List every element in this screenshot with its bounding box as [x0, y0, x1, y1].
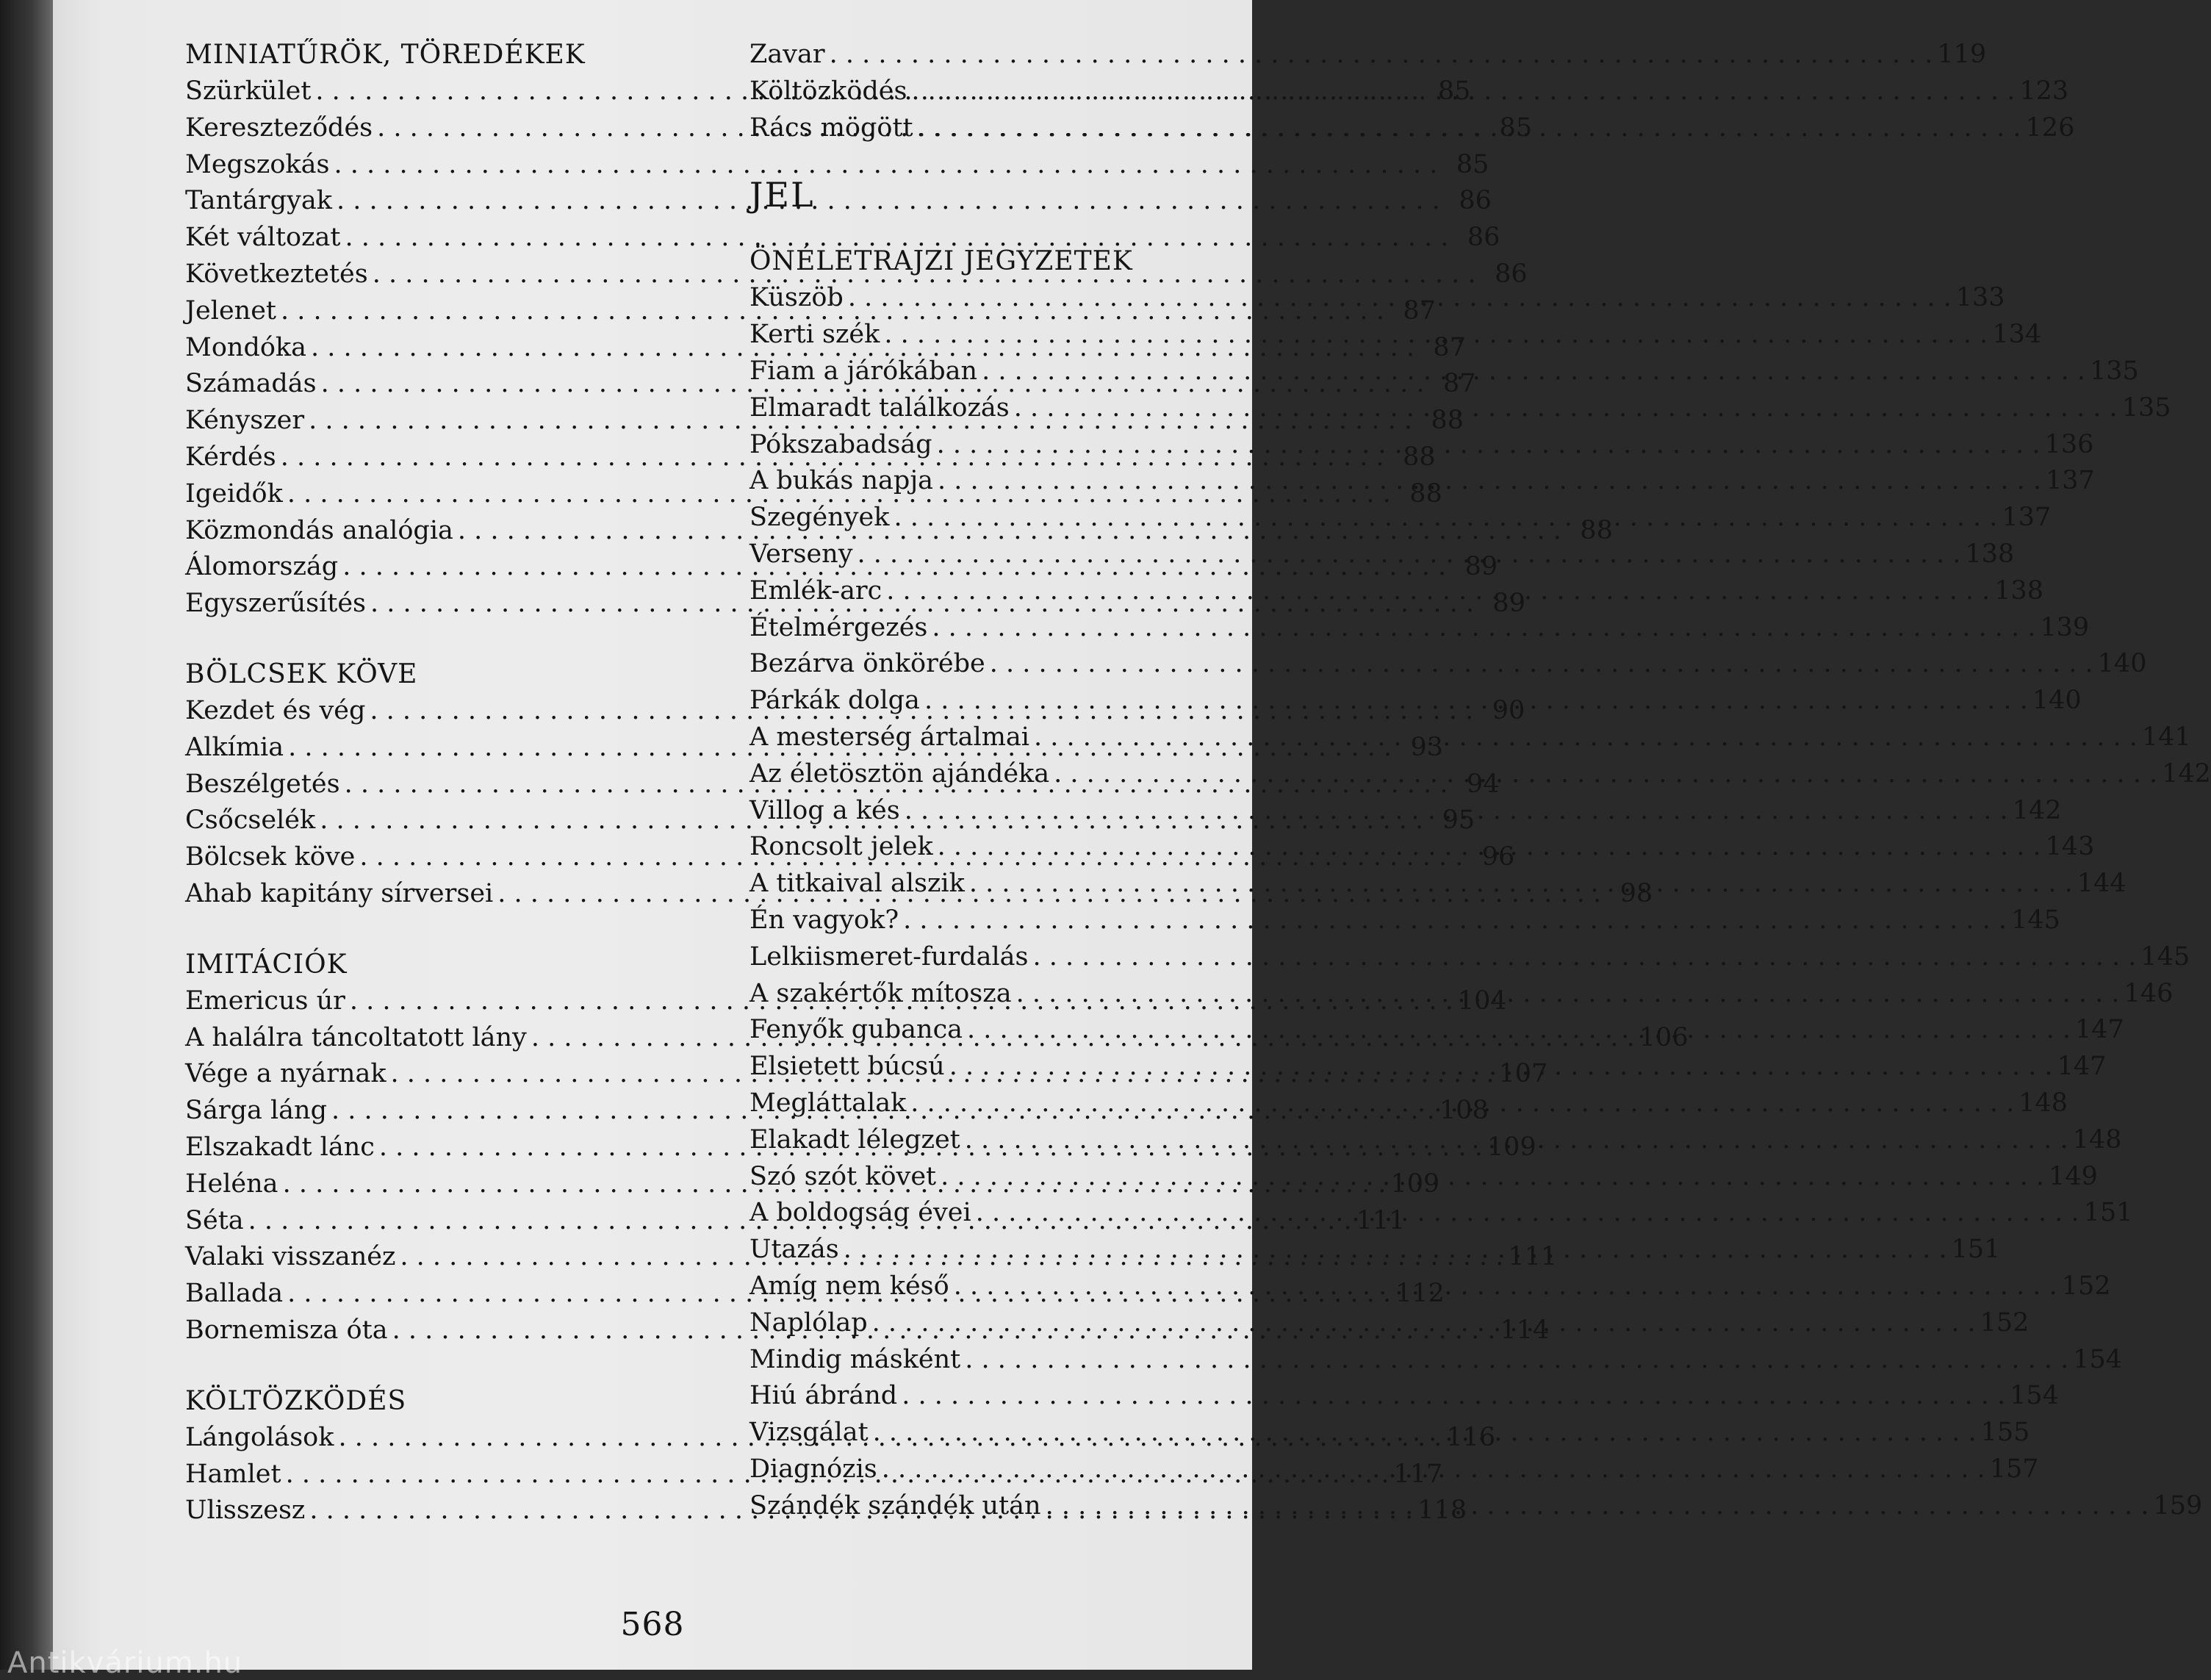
leader-dots [965, 1122, 2068, 1159]
leader-dots [872, 1305, 1976, 1342]
watermark-text: Antikvárium.hu [7, 1646, 243, 1680]
entry-title: Kényszer [185, 406, 305, 436]
entry-page-number: 137 [2046, 466, 2095, 496]
leader-dots [882, 1451, 1985, 1488]
entry-page-number: 88 [1431, 406, 1464, 436]
entry-page-number: 118 [1417, 1496, 1467, 1526]
entry-page-number: 159 [2153, 1490, 2203, 1521]
entry-page-number: 126 [2025, 112, 2075, 143]
leader-dots [965, 1342, 2068, 1379]
entry-title: Szegények [749, 503, 890, 533]
leader-dots [902, 1378, 2005, 1415]
leader-dots [937, 427, 2041, 464]
toc-entry [185, 220, 1500, 256]
entry-page-number: 106 [1639, 1022, 1689, 1052]
entry-page-number: 152 [2061, 1271, 2111, 1301]
leader-dots [938, 829, 2041, 866]
toc-entry [749, 1342, 2123, 1379]
leader-dots [1032, 939, 2136, 976]
entry-title: Séta [185, 1205, 244, 1235]
entry-title: Alkímia [185, 732, 284, 762]
entry-page-number: 87 [1442, 369, 1476, 399]
entry-title: Rács mögött [749, 112, 913, 143]
leader-dots [954, 1268, 2057, 1305]
entry-title: Lángolások [185, 1422, 334, 1452]
entry-title: Megszokás [185, 149, 330, 179]
entry-page-number: 145 [2011, 905, 2060, 935]
entry-title: Ahab kapitány sírversei [185, 878, 494, 908]
entry-title: Jelenet [185, 295, 276, 326]
leader-dots [924, 683, 2028, 719]
entry-title: Diagnózis [749, 1454, 877, 1484]
entry-page-number: 139 [2040, 612, 2090, 642]
leader-dots [1016, 976, 2120, 1013]
toc-entry [749, 37, 1987, 73]
entry-title: Bölcsek köve [185, 842, 356, 872]
entry-title: Párkák dolga [749, 686, 920, 716]
leader-dots [886, 573, 1990, 610]
entry-title: Elmaradt találkozás [749, 392, 1010, 423]
entry-page-number: 152 [1980, 1307, 2030, 1338]
entry-page-number: 95 [1442, 805, 1475, 836]
leader-dots [1046, 1488, 2149, 1525]
leader-dots [1034, 719, 2138, 756]
entry-title: Roncsolt jelek [749, 832, 933, 862]
entry-page-number: 114 [1500, 1315, 1550, 1345]
entry-title: Hamlet [185, 1459, 281, 1489]
leader-dots [903, 902, 2007, 939]
entry-title: Igeidők [185, 478, 283, 509]
entry-page-number: 86 [1467, 223, 1500, 253]
leader-dots [941, 1159, 2044, 1196]
section-title: ÖNÉLETRAJZI JEGYZETEK [749, 246, 1133, 277]
leader-dots [969, 866, 2073, 902]
entry-page-number: 117 [1393, 1459, 1443, 1489]
entry-title: A boldogság évei [749, 1198, 971, 1228]
leader-dots [873, 1415, 1977, 1451]
entry-page-number: 107 [1498, 1059, 1548, 1089]
entry-page-number: 87 [1433, 332, 1466, 362]
entry-title: Hiú ábránd [749, 1381, 898, 1411]
leader-dots [905, 793, 2008, 830]
entry-title: Számadás [185, 369, 317, 399]
leader-dots [990, 646, 2093, 683]
page-number: 568 [620, 1606, 685, 1643]
entry-page-number: 145 [2140, 941, 2190, 972]
entry-page-number: 136 [2044, 429, 2094, 459]
leader-dots [932, 610, 2035, 647]
entry-page-number: 111 [1508, 1242, 1558, 1272]
entry-page-number: 149 [2049, 1161, 2098, 1191]
entry-page-number: 85 [1437, 76, 1471, 106]
entry-page-number: 146 [2124, 978, 2174, 1008]
leader-dots [911, 73, 2015, 110]
entry-title: Naplólap [749, 1307, 868, 1338]
entry-page-number: 85 [1456, 149, 1489, 179]
entry-title: Küszöb [749, 283, 844, 313]
section-title: BÖLCSEK KÖVE [185, 658, 418, 689]
leader-dots [976, 1195, 2079, 1232]
entry-page-number: 140 [2032, 686, 2082, 716]
entry-page-number: 148 [2072, 1124, 2122, 1155]
entry-page-number: 116 [1446, 1422, 1496, 1452]
entry-title: Két változat [185, 223, 341, 253]
entry-title: Kerti szék [749, 320, 880, 350]
book-spine-shadow [0, 0, 53, 1670]
entry-title: Fiam a járókában [749, 356, 978, 386]
entry-page-number: 98 [1619, 878, 1653, 908]
entry-page-number: 147 [2057, 1052, 2107, 1082]
entry-page-number: 154 [2010, 1381, 2059, 1411]
entry-title: Elsietett búcsú [749, 1052, 945, 1082]
entry-page-number: 154 [2073, 1344, 2123, 1374]
entry-page-number: 119 [1937, 40, 1987, 69]
entry-title: Ballada [185, 1279, 284, 1309]
entry-title: A bukás napja [749, 466, 934, 496]
section-title: IMITÁCIÓK [185, 949, 348, 980]
entry-page-number: 88 [1403, 442, 1436, 472]
entry-title: Ételmérgezés [749, 612, 928, 642]
toc-entry [749, 902, 2060, 939]
entry-title: Zavar [749, 40, 825, 69]
entry-title: Sárga láng [185, 1096, 327, 1126]
leader-dots [830, 37, 1933, 73]
entry-page-number: 151 [1951, 1235, 2001, 1265]
entry-title: Vége a nyárnak [185, 1059, 387, 1089]
leader-dots [1014, 390, 2118, 427]
entry-page-number: 89 [1464, 552, 1498, 582]
entry-page-number: 134 [1992, 320, 2042, 350]
entry-page-number: 155 [1980, 1418, 2030, 1448]
entry-title: Utazás [749, 1235, 839, 1265]
toc-entry [749, 646, 2147, 683]
entry-title: Villog a kés [749, 795, 900, 825]
entry-page-number: 111 [1356, 1205, 1406, 1235]
entry-title: Valaki visszanéz [185, 1242, 396, 1272]
entry-title: Fenyők gubanca [749, 1015, 963, 1045]
section-title: MINIATŰRÖK, TÖREDÉKEK [185, 40, 586, 70]
entry-page-number: 109 [1390, 1169, 1440, 1199]
entry-page-number: 123 [2019, 76, 2069, 106]
entry-title: Szó szót követ [749, 1161, 937, 1191]
leader-dots [884, 317, 1988, 353]
entry-title: Közmondás analógia [185, 515, 453, 545]
entry-page-number: 86 [1459, 186, 1492, 216]
entry-page-number: 87 [1403, 295, 1436, 326]
entry-page-number: 147 [2075, 1015, 2124, 1045]
entry-title: Mindig másként [749, 1344, 961, 1374]
entry-page-number: 135 [2090, 356, 2139, 386]
entry-title: Egyszerűsítés [185, 589, 367, 619]
entry-title: Pókszabadság [749, 429, 932, 459]
leader-dots [938, 463, 2041, 500]
entry-title: Kezdet és vég [185, 695, 366, 725]
entry-title: Verseny [749, 539, 853, 569]
entry-page-number: 112 [1395, 1279, 1445, 1309]
entry-page-number: 88 [1409, 478, 1442, 509]
entry-page-number: 85 [1499, 112, 1533, 143]
entry-title: Lelkiismeret-furdalás [749, 941, 1029, 972]
entry-title: Elakadt lélegzet [749, 1124, 960, 1155]
entry-page-number: 108 [1439, 1096, 1489, 1126]
entry-page-number: 137 [2002, 503, 2052, 533]
leader-dots [858, 536, 1961, 573]
entry-page-number: 94 [1467, 769, 1500, 799]
entry-page-number: 142 [2012, 795, 2062, 825]
entry-title: Következtetés [185, 259, 368, 289]
entry-page-number: 138 [1965, 539, 2015, 569]
entry-title: Emericus úr [185, 986, 345, 1016]
leader-dots [910, 1085, 2014, 1122]
entry-page-number: 104 [1457, 986, 1507, 1016]
entry-page-number: 133 [1955, 283, 2005, 313]
entry-page-number: 109 [1486, 1132, 1536, 1162]
leader-dots [918, 110, 2021, 147]
entry-title: Vizsgálat [749, 1418, 869, 1448]
part-title: JEL [749, 175, 815, 215]
entry-page-number: 96 [1481, 842, 1515, 872]
entry-page-number: 148 [2018, 1088, 2068, 1118]
entry-page-number: 157 [1989, 1454, 2039, 1484]
toc-entry [749, 610, 2090, 647]
entry-title: Az életösztön ajándéka [749, 758, 1050, 789]
entry-title: Mondóka [185, 332, 307, 362]
toc-entry [749, 1378, 2059, 1415]
entry-title: Költözködés [749, 76, 907, 106]
entry-page-number: 138 [1994, 575, 2044, 606]
entry-title: Csőcselék [185, 805, 316, 836]
entry-title: Bornemisza óta [185, 1315, 388, 1345]
entry-title: Kérdés [185, 442, 276, 472]
leader-dots [967, 1012, 2071, 1049]
entry-title: Megláttalak [749, 1088, 907, 1118]
entry-title: Tantárgyak [185, 186, 332, 216]
entry-page-number: 141 [2141, 722, 2191, 752]
entry-title: Álomország [185, 552, 339, 582]
entry-page-number: 143 [2045, 832, 2095, 862]
entry-title: Én vagyok? [749, 905, 899, 935]
entry-title: Ulisszesz [185, 1496, 306, 1526]
entry-title: A mesterség ártalmai [749, 722, 1029, 752]
leader-dots [1054, 756, 2157, 793]
entry-title: A halálra táncoltatott lány [185, 1022, 527, 1052]
entry-title: Emlék-arc [749, 575, 882, 606]
leader-dots [982, 353, 2085, 390]
toc-entry [185, 147, 1489, 184]
entry-page-number: 88 [1580, 515, 1613, 545]
entry-page-number: 86 [1495, 259, 1528, 289]
entry-page-number: 93 [1410, 732, 1444, 762]
toc-page [53, 0, 2211, 1670]
entry-page-number: 142 [2162, 758, 2211, 789]
entry-title: Kereszteződés [185, 112, 373, 143]
entry-page-number: 140 [2097, 649, 2147, 679]
entry-title: A szakértők mítosza [749, 978, 1012, 1008]
entry-title: Beszélgetés [185, 769, 340, 799]
leader-dots [894, 500, 1997, 536]
entry-title: Szürkület [185, 76, 312, 106]
entry-title: Elszakadt lánc [185, 1132, 375, 1162]
entry-page-number: 144 [2077, 869, 2126, 899]
entry-page-number: 89 [1492, 589, 1525, 619]
entry-title: Heléna [185, 1169, 278, 1199]
leader-dots [844, 1232, 1947, 1268]
section-title: KÖLTÖZKÖDÉS [185, 1385, 407, 1416]
entry-title: Szándék szándék után [749, 1490, 1041, 1521]
entry-title: Amíg nem késő [749, 1271, 949, 1301]
entry-page-number: 135 [2121, 392, 2171, 423]
entry-title: Bezárva önkörébe [749, 649, 985, 679]
leader-dots [848, 280, 1952, 317]
entry-page-number: 90 [1492, 695, 1525, 725]
entry-title: A titkaival alszik [749, 869, 965, 899]
toc-entry [749, 939, 2190, 976]
entry-page-number: 151 [2083, 1198, 2133, 1228]
leader-dots [949, 1049, 2053, 1085]
